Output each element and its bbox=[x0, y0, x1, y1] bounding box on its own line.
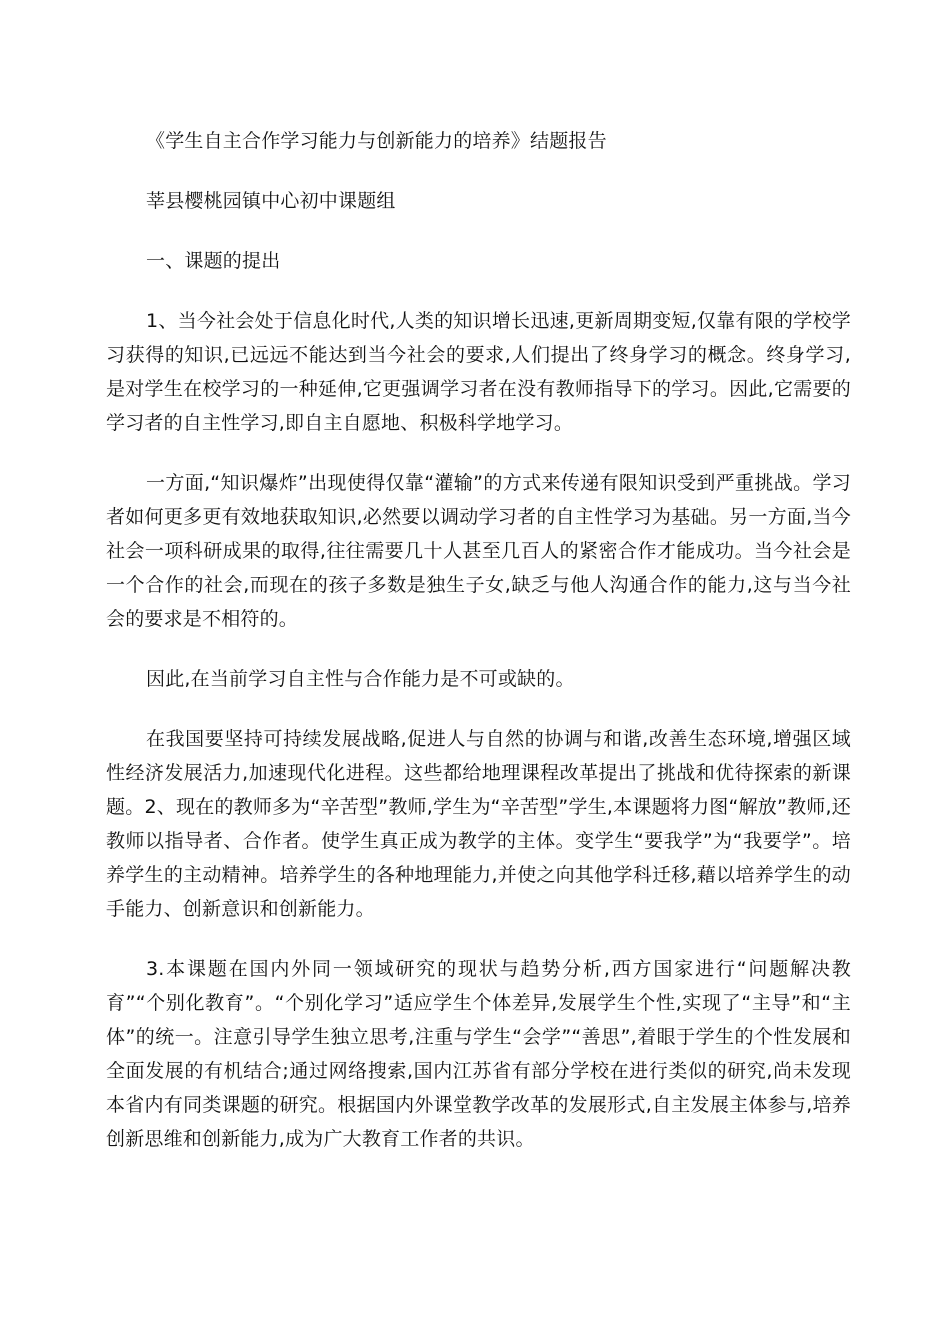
report-title: 《学生自主合作学习能力与创新能力的培养》结题报告 bbox=[146, 130, 607, 152]
organization-name: 莘县樱桃园镇中心初中课题组 bbox=[146, 190, 396, 212]
paragraph-4: 在我国要坚持可持续发展战略,促进人与自然的协调与和谐,改善生态环境,增强区域性经济发展活力,加速现代化进程。这些都给地理课程改革提出了挑战和优待探索的新课题。2、现在的教师多为“辛苦型”教师,学生为“辛苦型”学生,本课题将力图“解放”教师,还教师以指导者、合作者。使学生真正成为教学的主体。变学生“要我学”为“我要学”。培养学生的主动精神。培养学生的各种地理能力,并使之向其他学科迁移,藉以培养学生的动手能力、创新意识和创新能力。 bbox=[106, 728, 851, 920]
section-heading: 一、课题的提出 bbox=[146, 250, 281, 272]
paragraph-3: 因此,在当前学习自主性与合作能力是不可或缺的。 bbox=[146, 668, 575, 690]
document-body bbox=[106, 124, 851, 1156]
paragraph-1: 1、当今社会处于信息化时代,人类的知识增长迅速,更新周期变短,仅靠有限的学校学习获得的知识,已远远不能达到当今社会的要求,人们提出了终身学习的概念。终身学习,是对学生在校学习的一种延伸,它更强调学习者在没有教师指导下的学习。因此,它需要的学习者的自主性学习,即自主自愿地、积极科学地学习。 bbox=[106, 310, 851, 434]
paragraph-5: 3.本课题在国内外同一领域研究的现状与趋势分析,西方国家进行“问题解决教育”“个别化教育”。“个别化学习”适应学生个体差异,发展学生个性,实现了“主导”和“主体”的统一。注意引导学生独立思考,注重与学生“会学”“善思”,着眼于学生的个性发展和全面发展的有机结合;通过网络搜索,国内江苏省有部分学校在进行类似的研究,尚未发现本省内有同类课题的研究。根据国内外课堂教学改革的发展形式,自主发展主体参与,培养创新思维和创新能力,成为广大教育工作者的共识。 bbox=[106, 958, 851, 1150]
paragraph-2: 一方面,“知识爆炸”出现使得仅靠“灌输”的方式来传递有限知识受到严重挑战。学习者如何更多更有效地获取知识,必然要以调动学习者的自主性学习为基础。另一方面,当今社会一项科研成果的取得,往往需要几十人甚至几百人的紧密合作才能成功。当今社会是一个合作的社会,而现在的孩子多数是独生子女,缺乏与他人沟通合作的能力,这与当今社会的要求是不相符的。 bbox=[106, 472, 851, 630]
